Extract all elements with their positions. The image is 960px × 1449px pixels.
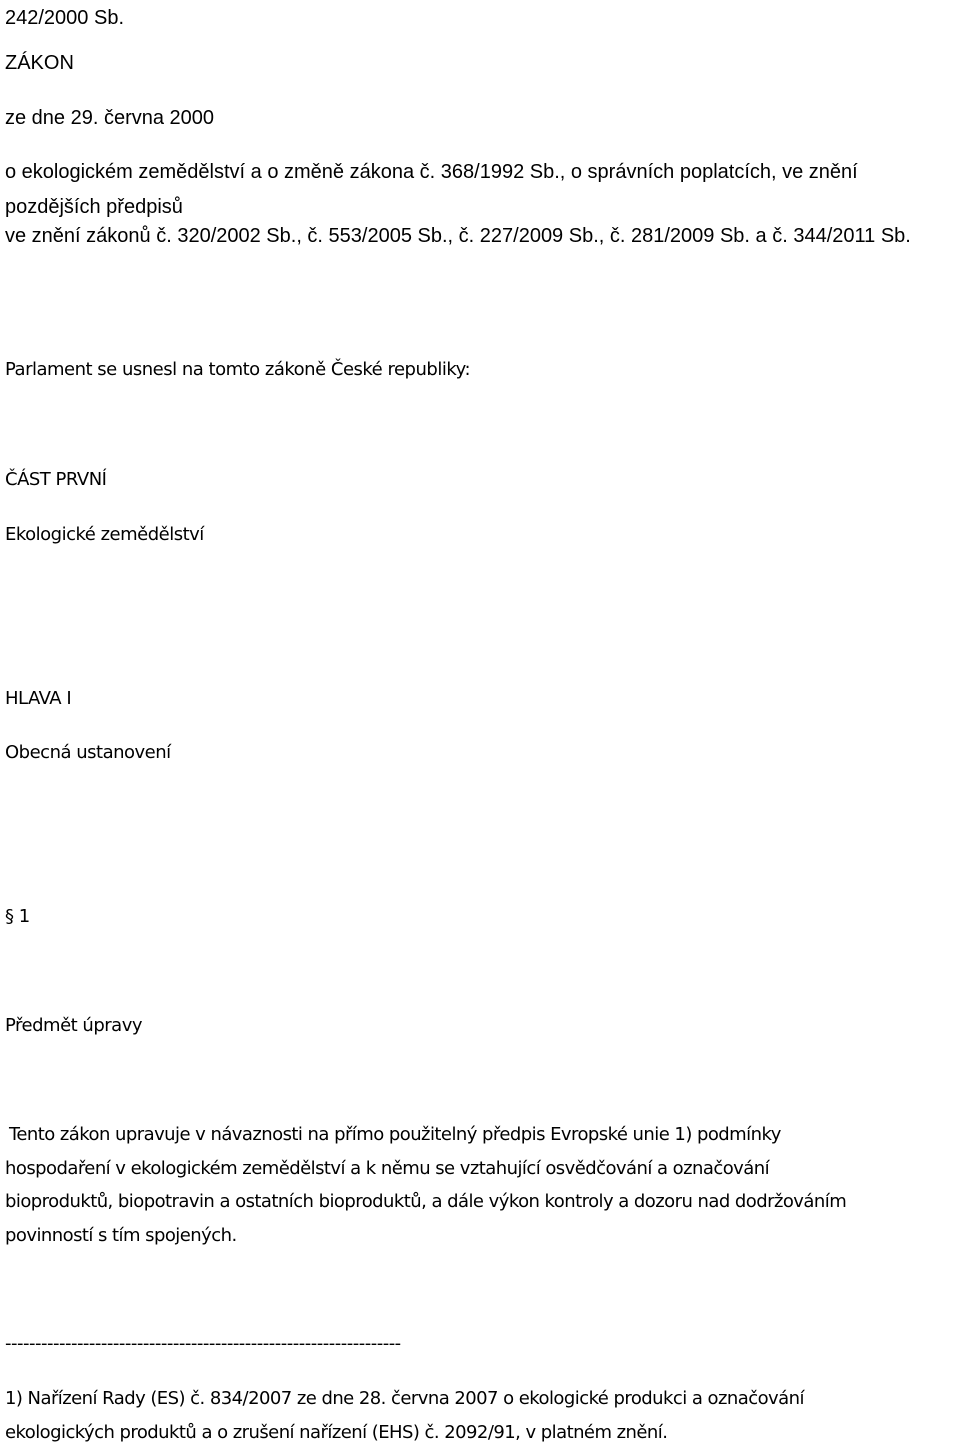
preamble: Parlament se usnesl na tomto zákoně České republiky: (5, 353, 470, 386)
part-title: Ekologické zemědělství (5, 518, 204, 551)
section-body-line: bioproduktů, biopotravin a ostatních bioproduktů, a dále výkon kontroly a dozoru nad dodržováním (5, 1185, 960, 1219)
amendments-note: ve znění zákonů č. 320/2002 Sb., č. 553/2005 Sb., č. 227/2009 Sb., č. 281/2009 Sb. a č. 344/2011 Sb. (5, 219, 911, 253)
document-type: ZÁKON (5, 46, 74, 80)
footnote (5, 1382, 960, 1449)
section-number: § 1 (5, 900, 30, 933)
section-body-line: hospodaření v ekologickém zemědělství a k němu se vztahující osvědčování a označování (5, 1152, 960, 1186)
document-title-line-2: pozdějších předpisů (5, 190, 183, 224)
footnote-separator: ------------------------------------------------------------------ (5, 1327, 401, 1360)
chapter-label: HLAVA I (5, 682, 71, 715)
document-title-line-1: o ekologickém zemědělství a o změně zákona č. 368/1992 Sb., o správních poplatcích, ve znění (5, 155, 858, 189)
section-body-line: Tento zákon upravuje v návaznosti na přímo použitelný předpis Evropské unie 1) podmínky (5, 1118, 960, 1152)
section-body-line: povinností s tím spojených. (5, 1219, 960, 1253)
footnote-line: ekologických produktů a o zrušení nařízení (EHS) č. 2092/91, v platném znění. (5, 1416, 960, 1449)
document-number: 242/2000 Sb. (5, 1, 124, 35)
section-title: Předmět úpravy (5, 1009, 142, 1042)
footnote-line: 1) Nařízení Rady (ES) č. 834/2007 ze dne 28. června 2007 o ekologické produkci a označování (5, 1382, 960, 1416)
document-date: ze dne 29. června 2000 (5, 101, 214, 135)
part-label: ČÁST PRVNÍ (5, 463, 107, 496)
section-body (5, 1118, 960, 1252)
chapter-title: Obecná ustanovení (5, 736, 171, 769)
